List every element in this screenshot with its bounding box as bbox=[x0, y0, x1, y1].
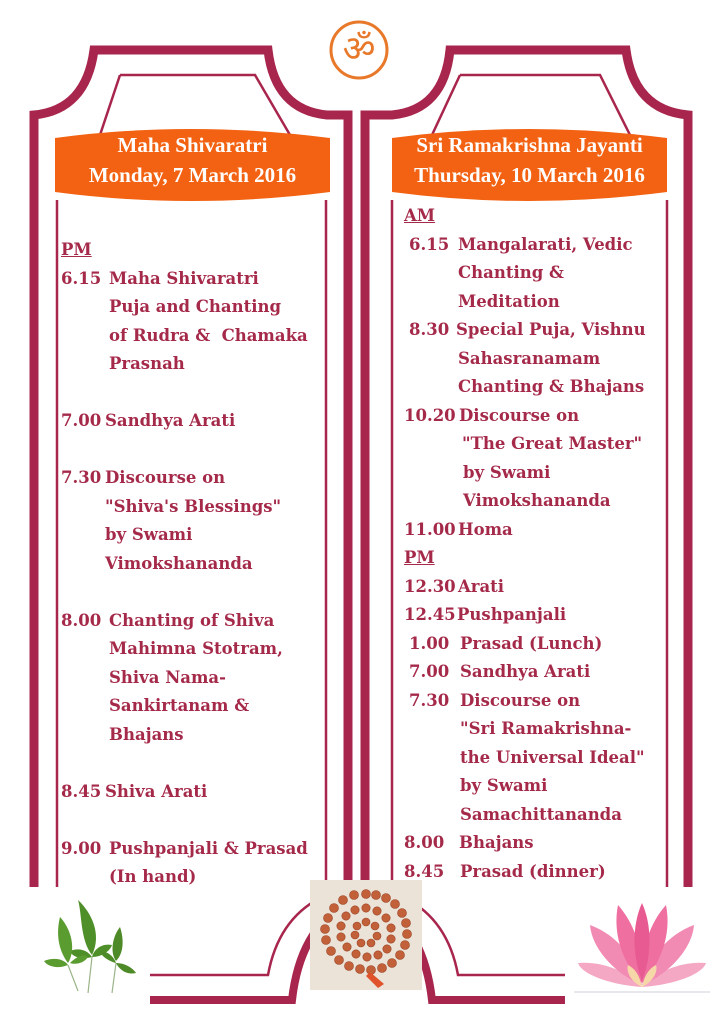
item-text: Sandhya Arati bbox=[105, 411, 236, 430]
lotus-flower-icon bbox=[572, 895, 712, 995]
left-schedule bbox=[61, 236, 326, 892]
schedule-item bbox=[404, 687, 669, 830]
schedule-item bbox=[61, 607, 326, 750]
item-time: 8.30 bbox=[409, 320, 450, 339]
item-text: (In hand) bbox=[109, 867, 197, 886]
item-text: by Swami bbox=[105, 525, 193, 544]
item-time: 6.15 bbox=[61, 268, 102, 288]
item-text: Bhajans bbox=[459, 833, 534, 852]
right-schedule bbox=[404, 202, 669, 886]
item-text: Homa bbox=[458, 519, 513, 539]
item-text: Vimokshananda bbox=[105, 553, 253, 573]
right-event-title: Sri Ramakrishna Jayanti bbox=[416, 133, 643, 157]
item-text: Special Puja, Vishnu bbox=[456, 320, 646, 339]
bilva-leaves-icon bbox=[30, 895, 140, 995]
item-text: Sandhya Arati bbox=[460, 662, 591, 681]
schedule-item bbox=[404, 829, 669, 858]
item-text: Chanting of Shiva bbox=[109, 610, 275, 630]
item-time: 7.00 bbox=[409, 662, 450, 681]
item-text: Prasad (dinner) bbox=[460, 861, 606, 881]
left-banner bbox=[55, 130, 330, 190]
am-label: AM bbox=[404, 206, 436, 225]
rudraksha-mala-icon bbox=[310, 880, 422, 990]
item-time: 1.00 bbox=[409, 633, 450, 653]
left-event-title: Maha Shivaratri bbox=[117, 133, 268, 157]
item-text: Samachittananda bbox=[460, 804, 622, 824]
schedule-item bbox=[404, 573, 669, 602]
schedule-item bbox=[404, 630, 669, 659]
left-event-date: Monday, 7 March 2016 bbox=[88, 163, 297, 187]
item-time: 8.00 bbox=[404, 833, 445, 852]
item-text: Sahasranamam bbox=[458, 348, 601, 368]
right-event-date: Thursday, 10 March 2016 bbox=[414, 163, 645, 187]
item-time: 7.00 bbox=[61, 411, 102, 430]
item-text: Shiva Nama- bbox=[109, 667, 226, 687]
pm-label: PM bbox=[404, 548, 435, 567]
schedule-item bbox=[61, 835, 326, 892]
item-time: 8.45 bbox=[61, 781, 102, 801]
schedule-item bbox=[61, 265, 326, 379]
schedule-item bbox=[404, 231, 669, 317]
item-text: Chanting & bbox=[458, 263, 564, 282]
item-text: Discourse on bbox=[105, 468, 226, 487]
item-text: Mangalarati, Vedic bbox=[458, 234, 633, 254]
pm-label: PM bbox=[61, 240, 92, 259]
item-text: Discourse on bbox=[459, 405, 580, 425]
item-text: by Swami bbox=[460, 776, 548, 795]
item-text: Discourse on bbox=[460, 690, 581, 710]
item-time: 8.45 bbox=[404, 861, 445, 881]
item-text: Prasad (Lunch) bbox=[460, 633, 603, 653]
item-time: 9.00 bbox=[61, 838, 102, 858]
item-text: of Rudra & Chamaka bbox=[109, 325, 308, 345]
schedule-item bbox=[404, 316, 669, 402]
item-text: Meditation bbox=[458, 291, 560, 311]
schedule-item bbox=[404, 858, 669, 887]
item-time: 12.30 bbox=[404, 576, 456, 596]
item-time: 7.30 bbox=[61, 468, 102, 487]
item-text: Chanting & Bhajans bbox=[458, 377, 645, 396]
item-time: 8.00 bbox=[61, 610, 102, 630]
schedule-item bbox=[61, 407, 326, 436]
item-time: 12.45 bbox=[404, 605, 456, 624]
item-time: 10.20 bbox=[404, 405, 456, 425]
right-banner bbox=[392, 130, 667, 190]
item-text: "The Great Master" bbox=[462, 434, 643, 453]
item-time: 7.30 bbox=[409, 690, 450, 710]
item-text: Arati bbox=[458, 576, 505, 596]
schedule-item bbox=[404, 601, 669, 630]
item-text: Vimokshananda bbox=[463, 491, 611, 510]
item-text: "Sri Ramakrishna- bbox=[460, 719, 632, 738]
item-time: 11.00 bbox=[404, 519, 456, 539]
item-text: Prasnah bbox=[109, 354, 185, 373]
om-icon: ॐ bbox=[342, 29, 376, 70]
item-text: Puja and Chanting bbox=[109, 297, 282, 316]
schedule-item bbox=[61, 778, 326, 807]
item-text: Pushpanjali & Prasad bbox=[109, 838, 308, 858]
item-text: Pushpanjali bbox=[457, 605, 567, 624]
item-text: Bhajans bbox=[109, 724, 184, 744]
item-text: "Shiva's Blessings" bbox=[105, 496, 282, 516]
schedule-item bbox=[404, 658, 669, 687]
item-text: Maha Shivaratri bbox=[109, 268, 259, 288]
item-text: Mahimna Stotram, bbox=[109, 639, 283, 658]
schedule-item bbox=[61, 464, 326, 578]
item-text: Sankirtanam & bbox=[109, 696, 250, 715]
schedule-item bbox=[404, 402, 669, 516]
schedule-item bbox=[404, 516, 669, 545]
item-time: 6.15 bbox=[409, 234, 450, 254]
item-text: by Swami bbox=[463, 462, 551, 482]
item-text: Shiva Arati bbox=[105, 781, 208, 801]
item-text: the Universal Ideal" bbox=[460, 747, 645, 767]
